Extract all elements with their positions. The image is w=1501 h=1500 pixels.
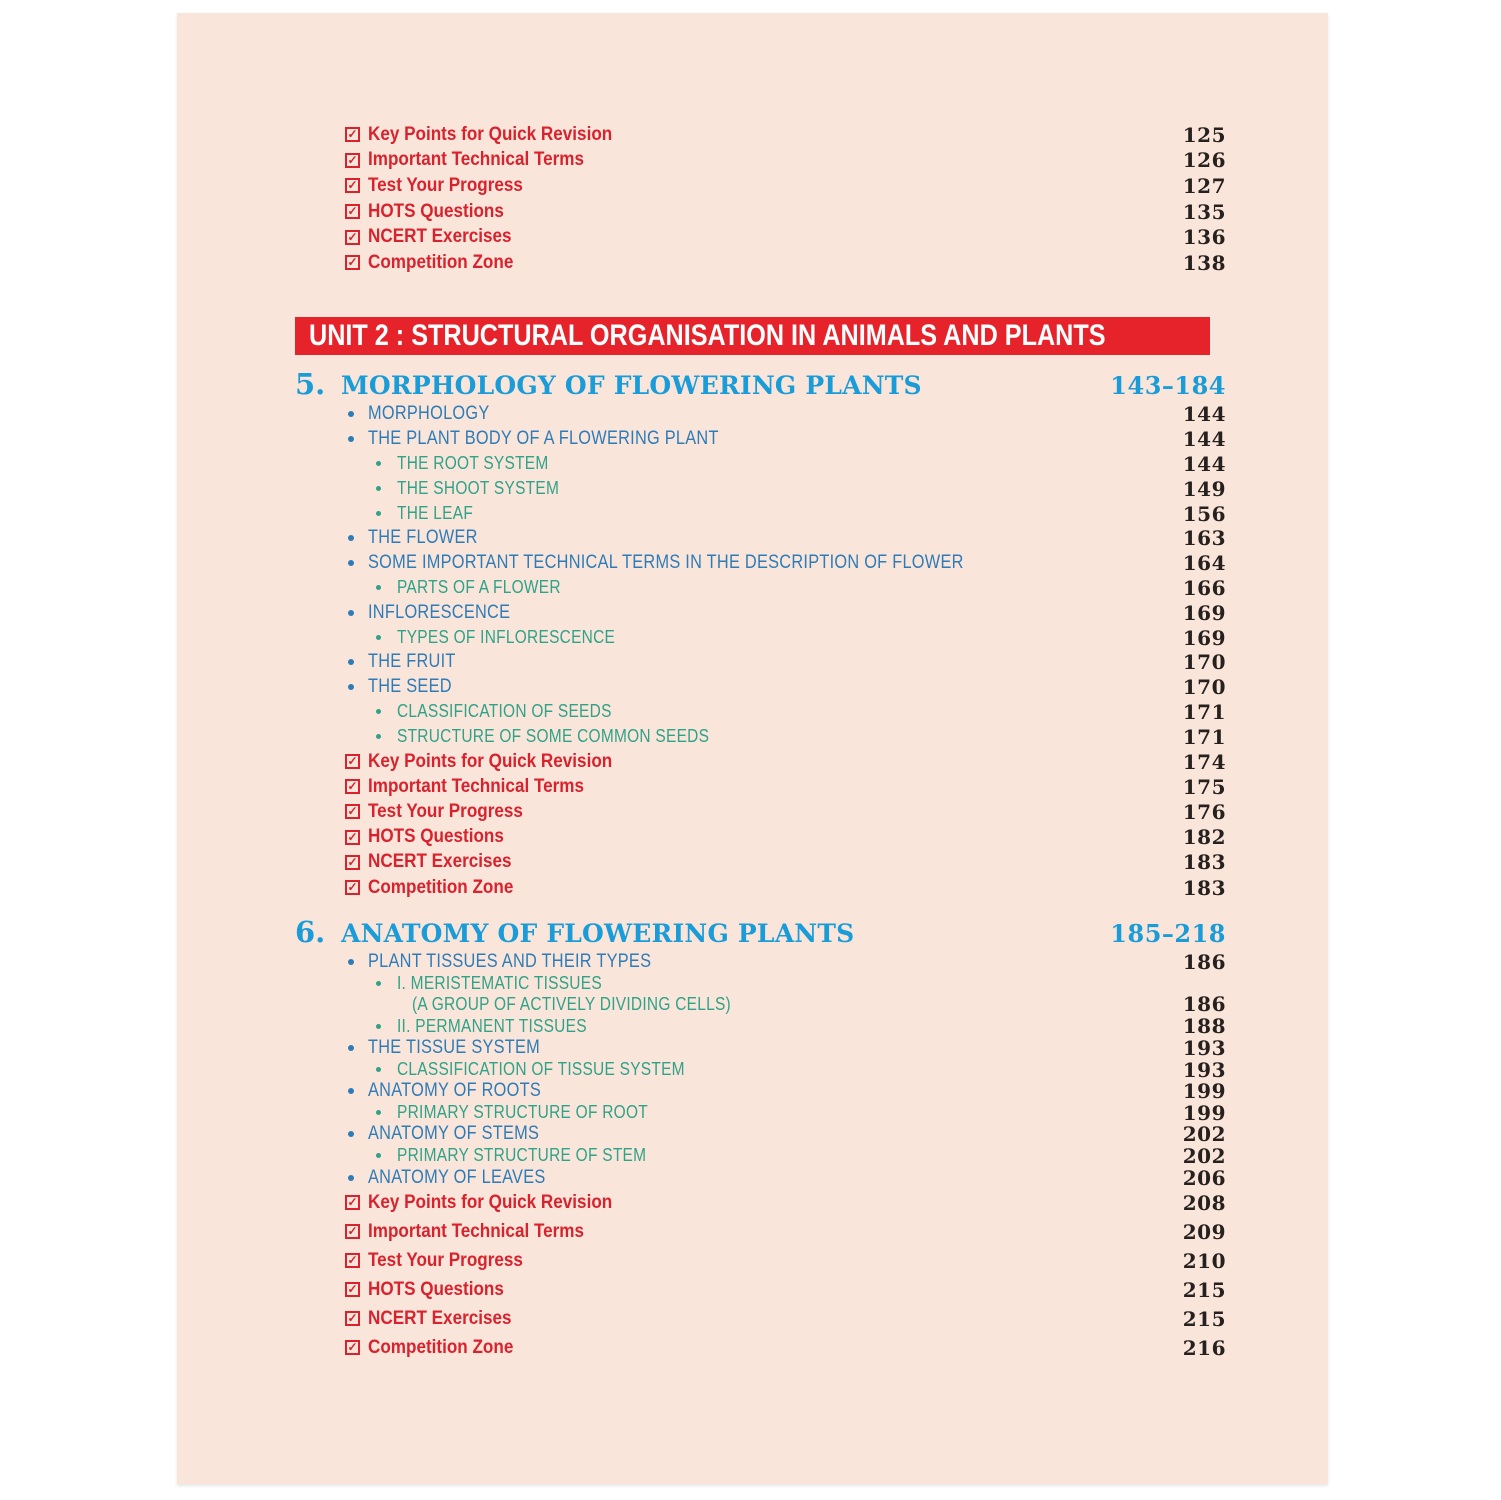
toc-checklist-label: Test Your Progress <box>368 1249 523 1271</box>
checked-checkbox-icon: ✓ <box>345 1282 360 1297</box>
toc-page-number: 193 <box>1182 1035 1226 1060</box>
checked-checkbox-icon: ✓ <box>345 1224 360 1239</box>
toc-page-number: 175 <box>1182 774 1226 799</box>
toc-checklist-row <box>177 1217 1328 1246</box>
bullet-dot-icon <box>348 659 354 665</box>
checked-checkbox-icon: ✓ <box>345 880 360 895</box>
toc-checklist-row <box>177 122 1328 148</box>
toc-checklist-label: NCERT Exercises <box>368 851 512 873</box>
toc-checklist-label: Test Your Progress <box>368 800 523 822</box>
bullet-dot-icon <box>376 511 381 516</box>
toc-page-number: 163 <box>1182 526 1226 551</box>
checked-checkbox-icon: ✓ <box>345 127 360 142</box>
toc-topic-row <box>177 1167 1328 1189</box>
toc-topic-label: TYPES OF INFLORESCENCE <box>397 627 616 648</box>
toc-page-number: 183 <box>1182 850 1226 875</box>
toc-checklist-row <box>177 199 1328 225</box>
toc-page-number: 215 <box>1182 1306 1226 1331</box>
toc-page-number: 156 <box>1182 501 1226 526</box>
bullet-dot-icon <box>376 734 381 739</box>
toc-checklist-row <box>177 1333 1328 1362</box>
toc-checklist-row <box>177 1275 1328 1304</box>
toc-page-number: 206 <box>1182 1165 1226 1190</box>
toc-topic-row <box>177 650 1328 675</box>
toc-checklist-label: Key Points for Quick Revision <box>368 750 613 772</box>
toc-topic-lines <box>397 973 783 1016</box>
chapter-5-checklist <box>177 749 1328 900</box>
toc-topic-row <box>177 600 1328 625</box>
toc-checklist-label: Competition Zone <box>368 876 514 898</box>
bullet-dot-icon <box>348 535 354 541</box>
toc-topic-label: THE SEED <box>368 676 452 698</box>
toc-topic-label: PRIMARY STRUCTURE OF STEM <box>397 1145 647 1166</box>
previous-chapter-checklist <box>177 122 1328 276</box>
toc-page-number: 144 <box>1182 402 1226 427</box>
toc-page-number: 210 <box>1182 1248 1226 1273</box>
toc-checklist-label: Key Points for Quick Revision <box>368 123 613 145</box>
toc-topic-row <box>177 526 1328 551</box>
toc-checklist-row <box>177 250 1328 276</box>
toc-checklist-label: HOTS Questions <box>368 1278 504 1300</box>
toc-checklist-row <box>177 825 1328 850</box>
toc-page-number: 164 <box>1182 551 1226 576</box>
bullet-dot-icon <box>376 709 381 714</box>
toc-topic-label: INFLORESCENCE <box>368 601 511 623</box>
bullet-dot-icon <box>376 486 381 491</box>
unit-2-banner <box>295 317 1210 355</box>
bullet-dot-icon <box>348 1131 354 1137</box>
toc-page-number: 171 <box>1182 699 1226 724</box>
chapter-6-title: ANATOMY OF FLOWERING PLANTS <box>341 919 855 948</box>
toc-checklist-label: NCERT Exercises <box>368 226 512 248</box>
toc-checklist-row <box>177 875 1328 900</box>
toc-page-number: 126 <box>1182 148 1226 173</box>
bullet-dot-icon <box>376 585 381 590</box>
toc-checklist-row <box>177 749 1328 774</box>
toc-topic-label: ANATOMY OF LEAVES <box>368 1166 546 1188</box>
toc-checklist-row <box>177 774 1328 799</box>
toc-page-number: 127 <box>1182 173 1226 198</box>
toc-page-number: 183 <box>1182 875 1226 900</box>
toc-page-number: 144 <box>1182 451 1226 476</box>
bullet-dot-icon <box>348 560 354 566</box>
toc-topic-row <box>177 576 1328 601</box>
chapter-6-page-range: 185–218 <box>1110 919 1226 948</box>
checked-checkbox-icon: ✓ <box>345 153 360 168</box>
toc-page-number: 136 <box>1182 225 1226 250</box>
toc-topic-row <box>177 551 1328 576</box>
toc-page-number: 149 <box>1182 476 1226 501</box>
chapter-5-page-range: 143–184 <box>1110 371 1226 400</box>
checked-checkbox-icon: ✓ <box>345 1311 360 1326</box>
toc-checklist-label: HOTS Questions <box>368 826 504 848</box>
toc-page-number: 215 <box>1182 1277 1226 1302</box>
toc-page-number: 138 <box>1182 250 1226 275</box>
toc-topic-row <box>177 1102 1328 1124</box>
toc-topic-row <box>177 1124 1328 1146</box>
bullet-dot-icon <box>376 635 381 640</box>
bullet-dot-icon <box>348 684 354 690</box>
toc-topic-row <box>177 724 1328 749</box>
checked-checkbox-icon: ✓ <box>345 204 360 219</box>
toc-topic-row <box>177 1145 1328 1167</box>
chapter-5-heading <box>177 367 1328 401</box>
bullet-dot-icon <box>376 981 381 986</box>
toc-checklist-row <box>177 1246 1328 1275</box>
bullet-dot-icon <box>376 1153 381 1158</box>
toc-checklist-row <box>177 173 1328 199</box>
toc-topic-label: THE SHOOT SYSTEM <box>397 478 560 499</box>
bullet-dot-icon <box>376 1024 381 1029</box>
chapter-6-number: 6. <box>295 915 326 949</box>
toc-topic-row <box>177 675 1328 700</box>
toc-topic-label: PARTS OF A FLOWER <box>397 577 561 598</box>
toc-page-number: 144 <box>1182 427 1226 452</box>
toc-checklist-label: HOTS Questions <box>368 200 504 222</box>
chapter-6-checklist <box>177 1188 1328 1362</box>
checked-checkbox-icon: ✓ <box>345 1340 360 1355</box>
toc-page-number: 135 <box>1182 199 1226 224</box>
toc-topic-label: STRUCTURE OF SOME COMMON SEEDS <box>397 726 710 747</box>
toc-checklist-row <box>177 148 1328 174</box>
toc-topic-label: SOME IMPORTANT TECHNICAL TERMS IN THE DESCRIPTION OF FLOWER <box>368 552 964 574</box>
toc-checklist-row <box>177 224 1328 250</box>
toc-page-number: 182 <box>1182 825 1226 850</box>
bullet-dot-icon <box>376 1110 381 1115</box>
toc-checklist-label: Important Technical Terms <box>368 149 585 171</box>
toc-topic-row <box>177 402 1328 427</box>
checked-checkbox-icon: ✓ <box>345 1195 360 1210</box>
toc-topic-row <box>177 1037 1328 1059</box>
chapter-5-topics <box>177 402 1328 749</box>
bullet-dot-icon <box>376 461 381 466</box>
toc-page-number: 202 <box>1182 1143 1226 1168</box>
bullet-dot-icon <box>348 610 354 616</box>
bullet-dot-icon <box>348 1175 354 1181</box>
toc-topic-label: I. MERISTEMATIC TISSUES <box>397 972 602 993</box>
toc-page-number: 202 <box>1182 1122 1226 1147</box>
toc-checklist-row <box>177 850 1328 875</box>
bullet-dot-icon <box>348 1045 354 1051</box>
toc-checklist-row <box>177 799 1328 824</box>
toc-page-number: 209 <box>1182 1219 1226 1244</box>
toc-page-number: 170 <box>1182 675 1226 700</box>
toc-topic-row <box>177 476 1328 501</box>
toc-topic-row <box>177 427 1328 452</box>
bullet-dot-icon <box>348 436 354 442</box>
toc-page-number: 199 <box>1182 1100 1226 1125</box>
toc-topic-label: ANATOMY OF ROOTS <box>368 1080 541 1102</box>
toc-topic-label: THE ROOT SYSTEM <box>397 453 549 474</box>
toc-page-number: 170 <box>1182 650 1226 675</box>
toc-topic-row <box>177 973 1328 1016</box>
toc-page-number: 216 <box>1182 1335 1226 1360</box>
toc-topic-row <box>177 700 1328 725</box>
toc-checklist-label: Important Technical Terms <box>368 1220 585 1242</box>
toc-checklist-row <box>177 1304 1328 1333</box>
toc-page-number: 176 <box>1182 799 1226 824</box>
toc-page-number: 166 <box>1182 575 1226 600</box>
toc-page-number: 208 <box>1182 1190 1226 1215</box>
toc-page-number: 188 <box>1182 1014 1226 1039</box>
toc-topic-label: CLASSIFICATION OF SEEDS <box>397 701 612 722</box>
checked-checkbox-icon: ✓ <box>345 1253 360 1268</box>
chapter-5-title: MORPHOLOGY OF FLOWERING PLANTS <box>341 371 922 400</box>
checked-checkbox-icon: ✓ <box>345 855 360 870</box>
toc-topic-label: THE TISSUE SYSTEM <box>368 1036 541 1058</box>
chapter-6-topics <box>177 951 1328 1188</box>
toc-topic-row <box>177 1080 1328 1102</box>
bullet-dot-icon <box>348 959 354 965</box>
toc-topic-row <box>177 951 1328 973</box>
toc-topic-row <box>177 452 1328 477</box>
checked-checkbox-icon: ✓ <box>345 779 360 794</box>
toc-page-number: 186 <box>1182 949 1226 974</box>
toc-page-number: 174 <box>1182 749 1226 774</box>
checked-checkbox-icon: ✓ <box>345 255 360 270</box>
toc-topic-row <box>177 1016 1328 1038</box>
toc-topic-row <box>177 625 1328 650</box>
toc-topic-label: PRIMARY STRUCTURE OF ROOT <box>397 1102 648 1123</box>
toc-topic-label: THE PLANT BODY OF A FLOWERING PLANT <box>368 428 719 450</box>
toc-page-number: 193 <box>1182 1057 1226 1082</box>
bullet-dot-icon <box>376 1067 381 1072</box>
toc-topic-label: ANATOMY OF STEMS <box>368 1123 540 1145</box>
bullet-dot-icon <box>348 411 354 417</box>
toc-page-number: 199 <box>1182 1079 1226 1104</box>
unit-2-banner-label: UNIT 2 : STRUCTURAL ORGANISATION IN ANIMALS AND PLANTS <box>309 319 1106 352</box>
toc-topic-label: THE FLOWER <box>368 527 478 549</box>
checked-checkbox-icon: ✓ <box>345 230 360 245</box>
toc-page-number: 169 <box>1182 600 1226 625</box>
chapter-6-heading <box>177 915 1328 949</box>
toc-topic-label: THE LEAF <box>397 503 474 524</box>
toc-checklist-label: Competition Zone <box>368 1336 514 1358</box>
toc-topic-label: PLANT TISSUES AND THEIR TYPES <box>368 950 652 972</box>
toc-topic-row <box>177 1059 1328 1081</box>
bullet-dot-icon <box>348 1088 354 1094</box>
checked-checkbox-icon: ✓ <box>345 754 360 769</box>
toc-checklist-label: Important Technical Terms <box>368 775 585 797</box>
book-toc-page <box>177 13 1328 1484</box>
toc-checklist-label: Competition Zone <box>368 251 514 273</box>
toc-topic-label: CLASSIFICATION OF TISSUE SYSTEM <box>397 1059 685 1080</box>
checked-checkbox-icon: ✓ <box>345 804 360 819</box>
toc-page-number: 171 <box>1182 724 1226 749</box>
toc-checklist-label: Test Your Progress <box>368 174 523 196</box>
toc-page-number: 186 <box>1182 991 1226 1016</box>
toc-checklist-label: NCERT Exercises <box>368 1307 512 1329</box>
toc-topic-label: II. PERMANENT TISSUES <box>397 1015 587 1036</box>
toc-topic-label: THE FRUIT <box>368 651 456 673</box>
toc-page-number: 169 <box>1182 625 1226 650</box>
toc-checklist-label: Key Points for Quick Revision <box>368 1191 613 1213</box>
chapter-5-number: 5. <box>295 367 326 401</box>
toc-topic-label: MORPHOLOGY <box>368 403 490 425</box>
checked-checkbox-icon: ✓ <box>345 830 360 845</box>
checked-checkbox-icon: ✓ <box>345 178 360 193</box>
toc-topic-row <box>177 501 1328 526</box>
toc-checklist-row <box>177 1188 1328 1217</box>
toc-topic-label: (A GROUP OF ACTIVELY DIVIDING CELLS) <box>412 994 731 1015</box>
toc-page-number: 125 <box>1182 122 1226 147</box>
